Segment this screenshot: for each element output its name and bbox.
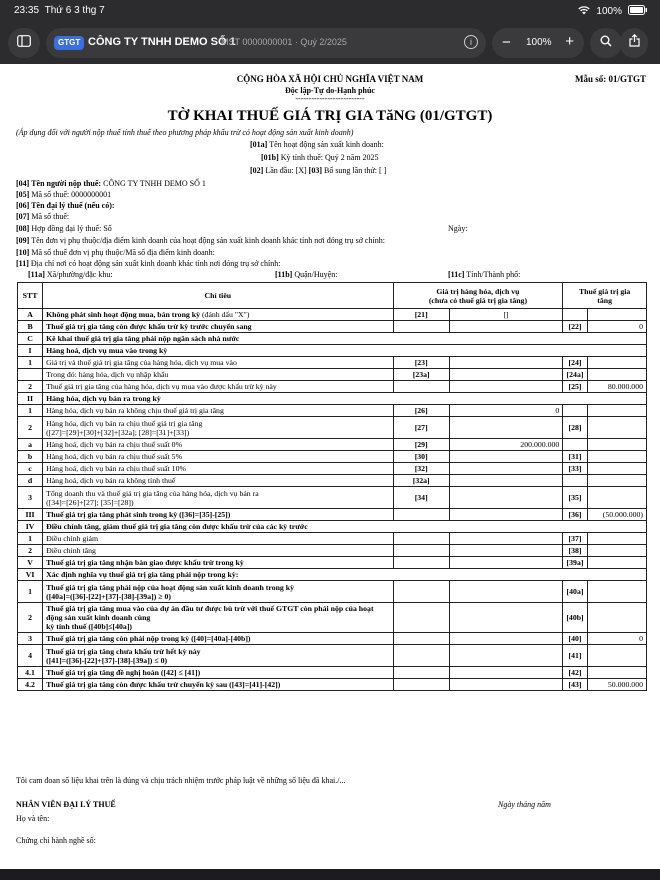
row-code-vat (563, 405, 587, 417)
row-label (43, 521, 647, 533)
code-07: [07] (16, 212, 30, 221)
row-label (43, 667, 393, 679)
row-stt: 2 (18, 381, 43, 393)
tax-table (17, 282, 647, 691)
code-02: [02] (250, 166, 264, 175)
table-row (18, 357, 647, 369)
row-label (43, 603, 393, 633)
label-01b: Kỳ tính thuế: Quý 2 năm 2025 (280, 153, 379, 162)
row-stt: A (18, 309, 43, 321)
row-code-goods: [32] (393, 463, 449, 475)
row-stt: 1 (18, 533, 43, 545)
code-03: [03] (308, 166, 322, 175)
row-code-goods (393, 633, 449, 645)
table-row (18, 569, 647, 581)
row-code-vat: [22] (563, 321, 587, 333)
row-value-goods (449, 381, 562, 393)
row-label-formula: ([34]=[26]+[27]; [35]=[28]) (46, 497, 134, 507)
row-code-vat: [36] (563, 509, 587, 521)
row-value-vat (587, 463, 646, 475)
table-row (18, 405, 647, 417)
row-value-goods (449, 417, 562, 439)
table-row (18, 475, 647, 487)
row-label (43, 487, 393, 509)
row-code-goods: [34] (393, 487, 449, 509)
label-11b: Quận/Huyện: (294, 270, 338, 279)
row-code-vat: [33] (563, 463, 587, 475)
table-row (18, 509, 647, 521)
agent-name-label: Họ và tên: (16, 814, 50, 823)
table-row (18, 439, 647, 451)
top-toolbar (0, 22, 660, 64)
code-11a: [11a] (28, 270, 45, 279)
table-row (18, 557, 647, 569)
row-stt: IV (18, 521, 43, 533)
company-name: CÔNG TY TNHH DEMO SỐ 1 (88, 36, 236, 48)
row-code-goods (393, 557, 449, 569)
row-label (43, 569, 647, 581)
line-05 (16, 190, 111, 199)
row-code-goods (393, 645, 449, 667)
row-value-vat: 80.000.000 (587, 381, 646, 393)
code-10: [10] (16, 248, 30, 257)
form-number: Mẫu số: 01/GTGT (574, 74, 646, 84)
national-title: CỘNG HÒA XÃ HỘI CHỦ NGHĨA VIỆT NAM (236, 74, 424, 84)
line-02-03 (250, 166, 386, 175)
agent-cert-label: Chứng chỉ hành nghề số: (16, 836, 96, 845)
motto-separator: -------------------------- (295, 94, 365, 103)
row-code-vat: [24a] (563, 369, 587, 381)
row-stt: 4 (18, 645, 43, 667)
table-row (18, 309, 647, 321)
row-label-text: Hàng hoá, dịch vụ bán ra chịu thuế suất 10% (46, 464, 186, 473)
row-code-goods (393, 533, 449, 545)
row-label-text: Thuế giá trị gia tăng mua vào của dự án đầu tư được bù trừ với thuế GTGT còn phải nộp của hoạt động sản xuất kinh doanh cùng (46, 604, 374, 622)
row-stt: c (18, 463, 43, 475)
document-subtitle: MST 0000000001 · Quý 2/2025 (221, 37, 347, 47)
row-code-vat: [25] (563, 381, 587, 393)
row-label-text: Thuế giá trị gia tăng đề nghị hoàn ([42] ≤ [41]) (46, 668, 201, 677)
row-code-goods (393, 321, 449, 333)
row-label (43, 451, 393, 463)
table-row (18, 417, 647, 439)
row-code-goods: [21] (393, 309, 449, 321)
row-code-goods: [26] (393, 405, 449, 417)
row-value-goods (449, 533, 562, 545)
row-code-goods: [27] (393, 417, 449, 439)
row-stt: d (18, 475, 43, 487)
national-motto: Độc lập-Tự do-Hạnh phúc (285, 86, 375, 95)
row-value-goods (449, 463, 562, 475)
header-chi-tieu: Chỉ tiêu (43, 283, 393, 309)
row-label (43, 381, 393, 393)
row-label (43, 309, 393, 321)
row-value-vat: 0 (587, 321, 646, 333)
row-value-goods (449, 679, 562, 691)
battery-icon (628, 5, 648, 18)
row-stt: I (18, 345, 43, 357)
status-right (578, 5, 648, 18)
row-value-vat (587, 357, 646, 369)
line-10 (16, 248, 215, 257)
row-label-text: Thuế giá trị gia tăng còn được khấu trừ chuyển kỳ sau ([43]=[41]-[42]) (46, 680, 281, 689)
zoom-level: 100% (526, 37, 552, 48)
zoom-out-button[interactable]: − (502, 34, 511, 51)
row-code-goods: [23a] (393, 369, 449, 381)
row-label (43, 333, 647, 345)
row-value-vat (587, 667, 646, 679)
code-08: [08] (16, 224, 30, 233)
row-value-vat (587, 451, 646, 463)
row-value-goods: [] (449, 309, 562, 321)
label-07: Mã số thuế: (31, 212, 70, 221)
header-vat (563, 283, 647, 309)
row-label (43, 463, 393, 475)
row-label (43, 475, 393, 487)
row-value-vat (587, 309, 646, 321)
row-code-vat (563, 439, 587, 451)
commitment-text: Tôi cam đoan số liệu khai trên là đúng và chịu trách nhiệm trước pháp luật về những số liệu đã khai./... (16, 776, 346, 785)
label-10: Mã số thuế đơn vị phụ thuộc/Mã số địa điểm kinh doanh: (31, 248, 215, 257)
row-code-vat: [37] (563, 533, 587, 545)
row-label (43, 645, 393, 667)
row-label-text: Tổng doanh thu và thuế giá trị gia tăng của hàng hóa, dịch vụ bán ra (46, 488, 259, 498)
row-label-formula: ([41]=([36]-[22]+[37]-[38]-[39a]) ≤ 0) (46, 655, 168, 665)
header-goods-value-line1: Giá trị hàng hóa, dịch vụ (436, 286, 520, 296)
row-value-vat: (50.000.000) (587, 509, 646, 521)
row-label-text: Thuế giá trị gia tăng còn phải nộp trong kỳ ([40]=[40a]-[40b]) (46, 634, 251, 643)
row-value-vat (587, 557, 646, 569)
table-header-row (18, 283, 647, 309)
line-11c (448, 270, 520, 279)
label-11: Địa chỉ nơi có hoạt động sản xuất kinh doanh khác tỉnh nơi đóng trụ sở chính: (30, 259, 281, 268)
row-value-goods (449, 645, 562, 667)
row-code-goods: [23] (393, 357, 449, 369)
row-label (43, 357, 393, 369)
row-value-vat (587, 417, 646, 439)
status-bar (0, 0, 660, 22)
row-stt: VI (18, 569, 43, 581)
row-label-formula: kỳ tính thuế ([40b]≤[40a]) (46, 622, 133, 631)
table-row (18, 633, 647, 645)
row-code-vat: [35] (563, 487, 587, 509)
row-stt: 3 (18, 633, 43, 645)
row-label (43, 509, 393, 521)
status-time (14, 5, 105, 16)
line-11a (28, 270, 113, 279)
row-stt: III (18, 509, 43, 521)
row-label-text: Không phát sinh hoạt động mua, bán trong kỳ (46, 310, 200, 319)
row-code-goods (393, 509, 449, 521)
row-value-goods: 200.000.000 (449, 439, 562, 451)
row-label (43, 633, 393, 645)
row-code-vat: [40a] (563, 581, 587, 603)
row-value-vat (587, 487, 646, 509)
row-value-vat (587, 439, 646, 451)
code-01a: [01a] (250, 140, 268, 149)
form-type-badge: GTGT (54, 36, 84, 50)
line-08 (16, 224, 112, 233)
header-goods-value-line2: (chưa có thuế giá trị gia tăng) (428, 295, 528, 305)
row-value-goods (449, 509, 562, 521)
label-11a: Xã/phường/đặc khu: (46, 270, 113, 279)
table-row (18, 333, 647, 345)
row-label (43, 533, 393, 545)
row-value-goods (449, 451, 562, 463)
table-row (18, 581, 647, 603)
row-label-text: Thuế giá trị gia tăng còn được khấu trừ kỳ trước chuyển sang (46, 322, 252, 331)
row-stt: B (18, 321, 43, 333)
row-value-vat (587, 581, 646, 603)
sidebar-icon (17, 34, 31, 52)
table-row (18, 645, 647, 667)
line-08-date: Ngày: (448, 224, 468, 233)
row-label (43, 393, 647, 405)
row-value-goods (449, 369, 562, 381)
row-value-goods (449, 581, 562, 603)
table-row (18, 533, 647, 545)
code-11: [11] (16, 259, 29, 268)
row-label-text: Thuế giá trị gia tăng chưa khấu trừ hết kỳ này (46, 646, 201, 656)
signature-date: Ngày tháng năm (498, 800, 551, 809)
row-label (43, 545, 393, 557)
row-stt: 1 (18, 357, 43, 369)
row-code-vat: [24] (563, 357, 587, 369)
row-value-goods (449, 603, 562, 633)
row-code-vat: [40b] (563, 603, 587, 633)
row-value-vat (587, 603, 646, 633)
row-value-vat (587, 533, 646, 545)
row-stt: V (18, 557, 43, 569)
row-value-vat: 0 (587, 633, 646, 645)
table-row (18, 369, 647, 381)
row-label-text: Hàng hoá, dịch vụ bán ra chịu thuế suất 0% (46, 440, 183, 449)
search-icon (600, 34, 612, 52)
line-01a (250, 140, 384, 149)
row-label (43, 345, 647, 357)
label-02: Lần đầu: [X] (265, 166, 307, 175)
row-label-text: Điều chỉnh tăng (46, 546, 96, 555)
line-07 (16, 212, 69, 221)
code-11b: [11b] (275, 270, 293, 279)
header-stt: STT (18, 283, 43, 309)
line-11b (275, 270, 337, 279)
row-label-text: Thuế giá trị gia tăng của hàng hóa, dịch vụ mua vào được khấu trừ kỳ này (46, 382, 277, 391)
line-11 (16, 259, 280, 268)
row-code-goods: [30] (393, 451, 449, 463)
row-code-goods (393, 603, 449, 633)
line-04 (16, 179, 206, 188)
row-code-goods: [32a] (393, 475, 449, 487)
share-icon (629, 34, 640, 52)
taxpayer-name: CÔNG TY TNHH DEMO SỐ 1 (103, 179, 206, 188)
row-stt: C (18, 333, 43, 345)
clock: 23:35 (14, 5, 40, 16)
table-row (18, 463, 647, 475)
share-button[interactable] (620, 28, 648, 58)
battery-percent: 100% (596, 6, 622, 17)
row-label (43, 581, 393, 603)
row-value-goods: 0 (449, 405, 562, 417)
table-row (18, 321, 647, 333)
row-value-vat (587, 645, 646, 667)
form-title: TỜ KHAI THUẾ GIÁ TRỊ GIA TăNG (01/GTGT) (167, 108, 493, 124)
table-row (18, 667, 647, 679)
row-value-goods (449, 633, 562, 645)
row-label-text: Hàng hóa, dịch vụ bán ra chịu thuế giá trị gia tăng (46, 418, 203, 428)
status-date: Thứ 6 3 thg 7 (44, 5, 105, 16)
table-row (18, 679, 647, 691)
row-stt: 4.2 (18, 679, 43, 691)
row-label-text: Giá trị và thuế giá trị gia tăng của hàng hóa, dịch vụ mua vào (46, 358, 237, 367)
document-page (0, 64, 660, 869)
row-label-text: Xác định nghĩa vụ thuế giá trị gia tăng phải nộp trong kỳ: (46, 570, 239, 579)
row-label-text: Hàng hoá, dịch vụ bán ra chịu thuế suất 5% (46, 452, 183, 461)
row-label (43, 405, 393, 417)
row-stt: 1 (18, 581, 43, 603)
row-code-goods (393, 679, 449, 691)
table-row (18, 487, 647, 509)
row-code-goods: [29] (393, 439, 449, 451)
table-row (18, 393, 647, 405)
row-label (43, 417, 393, 439)
agent-heading: NHÂN VIÊN ĐẠI LÝ THUẾ (16, 800, 116, 809)
label-11c: Tỉnh/Thành phố: (466, 270, 521, 279)
row-label (43, 321, 393, 333)
code-11c: [11c] (448, 270, 465, 279)
row-label (43, 439, 393, 451)
search-button[interactable] (590, 28, 622, 58)
row-label-text: Thuế giá trị gia tăng phát sinh trong kỳ ([36]=[35]-[25]) (46, 510, 231, 519)
label-09: Tên đơn vị phụ thuộc/địa điểm kinh doanh của hoạt động sản xuất kinh doanh khác tỉnh nơi đóng trụ sở chính: (31, 236, 385, 245)
row-value-goods (449, 557, 562, 569)
row-label-text: Điều chỉnh tăng, giảm thuế giá trị gia tăng còn được khấu trừ của các kỳ trước (46, 522, 308, 531)
row-value-goods (449, 321, 562, 333)
row-stt: 2 (18, 603, 43, 633)
row-code-vat: [39a] (563, 557, 587, 569)
row-stt: 2 (18, 545, 43, 557)
form-applies-note: (Áp dụng đối với người nộp thuế tính thuế theo phương pháp khấu trừ có hoạt động sản xuất kinh doanh) (16, 128, 354, 137)
row-code-vat: [40] (563, 633, 587, 645)
header-goods-value (393, 283, 563, 309)
row-code-vat (563, 475, 587, 487)
label-05: Mã số thuế: 0000000001 (31, 190, 112, 199)
label-08: Hợp đồng đại lý thuế: Số (31, 224, 112, 233)
row-value-goods (449, 545, 562, 557)
code-01b: [01b] (261, 153, 279, 162)
row-stt: 1 (18, 405, 43, 417)
row-stt: 2 (18, 417, 43, 439)
row-label-text: Hàng hoá, dịch vụ mua vào trong kỳ (46, 346, 168, 355)
row-code-vat: [42] (563, 667, 587, 679)
table-row (18, 521, 647, 533)
row-stt: 3 (18, 487, 43, 509)
table-row (18, 381, 647, 393)
row-value-vat (587, 369, 646, 381)
row-code-goods (393, 381, 449, 393)
row-label-text: Hàng hoá, dịch vụ bán ra không tính thuế (46, 476, 176, 485)
row-value-goods (449, 667, 562, 679)
label-03: Bổ sung lần thứ: [ ] (323, 166, 387, 175)
row-stt: 4.1 (18, 667, 43, 679)
row-label-text: Kê khai thuế giá trị gia tăng phải nộp ngân sách nhà nước (46, 334, 240, 343)
row-label-text: Hàng hóa, dịch vụ bán ra không chịu thuế giá trị gia tăng (46, 406, 224, 415)
row-code-vat: [43] (563, 679, 587, 691)
row-label-formula: ([27]=[29]+[30]+[32]+[32a]; [28]=[31]+[33]) (46, 427, 190, 437)
row-code-vat: [41] (563, 645, 587, 667)
row-stt (18, 369, 43, 381)
row-label-text: Điều chỉnh giảm (46, 534, 99, 543)
row-label (43, 369, 393, 381)
line-06: [06] Tên đại lý thuế (nếu có): (16, 201, 115, 210)
row-value-goods (449, 487, 562, 509)
row-label-text: Hàng hóa, dịch vụ bán ra trong kỳ (46, 394, 161, 403)
table-row (18, 345, 647, 357)
tax-table-body (18, 283, 647, 691)
row-code-goods (393, 667, 449, 679)
row-code-vat: [28] (563, 417, 587, 439)
row-value-vat (587, 545, 646, 557)
row-code-vat: [31] (563, 451, 587, 463)
row-code-vat (563, 309, 587, 321)
row-label-formula: ([40a]=([36]-[22]+[37]-[38]-[39a]) ≥ 0) (46, 591, 171, 601)
row-label-text: Trong đó: hàng hóa, dịch vụ nhập khẩu (46, 370, 169, 379)
label-01a: Tên hoạt động sản xuất kinh doanh: (269, 140, 384, 149)
table-row (18, 451, 647, 463)
wifi-icon (578, 6, 590, 18)
document-title-pill[interactable] (46, 28, 486, 58)
bottom-bar (0, 869, 660, 880)
row-stt: II (18, 393, 43, 405)
header-vat-line1: Thuế giá trị gia (578, 286, 631, 296)
row-code-goods (393, 545, 449, 557)
row-value-vat: 50.000.000 (587, 679, 646, 691)
row-value-vat (587, 475, 646, 487)
table-row (18, 603, 647, 633)
row-value-goods (449, 475, 562, 487)
sidebar-toggle-button[interactable] (8, 28, 40, 58)
row-label-text: Thuế giá trị gia tăng nhận bàn giao được khấu trừ trong kỳ (46, 558, 244, 567)
info-icon[interactable]: i (464, 35, 478, 49)
row-label-note: (đánh dấu "X") (200, 310, 250, 319)
code-05: [05] (16, 190, 30, 199)
label-04: [04] Tên người nộp thuế: (16, 179, 102, 188)
row-label (43, 679, 393, 691)
line-09 (16, 236, 385, 245)
row-label-text: Thuế giá trị gia tăng phải nộp của hoạt động sản xuất kinh doanh trong kỳ (46, 582, 295, 592)
table-row (18, 545, 647, 557)
code-09: [09] (16, 236, 30, 245)
row-code-vat: [38] (563, 545, 587, 557)
line-01b (261, 153, 379, 162)
row-label (43, 557, 393, 569)
row-stt: a (18, 439, 43, 451)
zoom-in-button[interactable]: + (565, 33, 574, 50)
header-vat-line2: tăng (597, 295, 612, 305)
row-stt: b (18, 451, 43, 463)
row-value-goods (449, 357, 562, 369)
row-code-goods (393, 581, 449, 603)
row-value-vat (587, 405, 646, 417)
zoom-control (492, 28, 584, 58)
